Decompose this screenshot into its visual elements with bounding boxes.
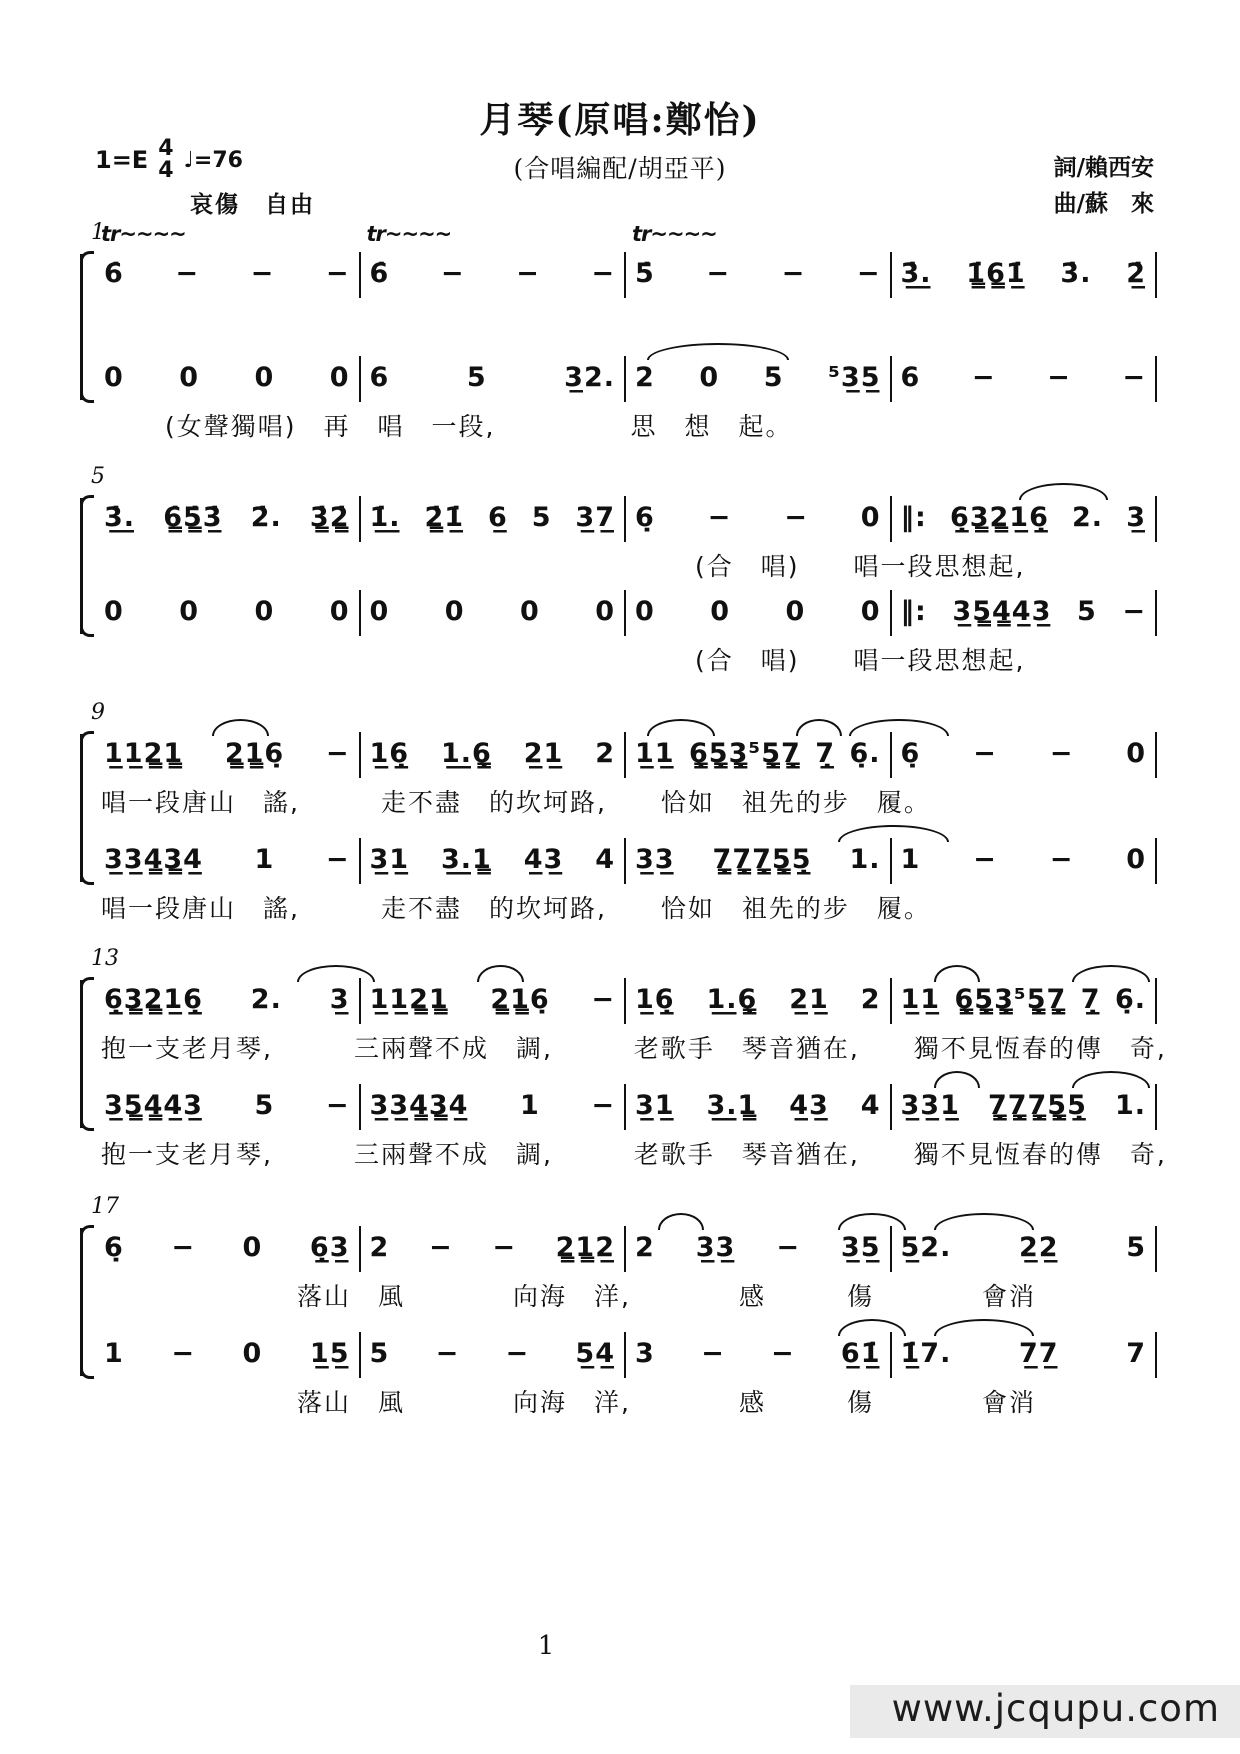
lower-voice-row	[95, 1084, 1157, 1130]
composer-credit: 曲/蘇 來	[1053, 190, 1154, 217]
measure: 1 − 0 1̲5̲	[95, 1332, 361, 1378]
measure: 1̲1̲ 6̣̳5̣̳3̣̳⁵5̣̳7̣̳ 7̣̲ 6̣.	[626, 732, 892, 778]
measure: 6̇ − − −	[361, 252, 627, 298]
music-system-2	[91, 464, 1157, 684]
lyrics-line: 抱一支老月琴, 三兩聲不成 調, 老歌手 琴音猶在, 獨不見恆春的傳 奇,	[101, 1034, 1167, 1063]
trill-mark	[892, 222, 1158, 252]
measure: 3̲5̳4̳4̲3̲ 5 −	[95, 1084, 361, 1130]
measure-number: 9	[91, 700, 105, 725]
lower-voice-row	[95, 838, 1157, 884]
measure: 1̲1̲2̳1̳ 2̳1̳6̣ −	[361, 978, 627, 1024]
measure: 6̣ − − 0	[626, 496, 892, 542]
page-number: 1	[537, 1631, 555, 1661]
measure: 6 − − −	[892, 356, 1158, 402]
measure: 3̲̇.̲ 1̳̇6̳1̲̇ 3̇. 2̲̇	[892, 252, 1158, 298]
staff-brace	[80, 980, 92, 1128]
arranger-subtitle: (合唱編配/胡亞平)	[513, 154, 727, 183]
song-title: 月琴(原唱:鄭怡)	[479, 99, 761, 141]
measure: 3̲̇.̲ 6̳̇5̳̇3̲̇ 2̇. 3̳̇2̳̇	[95, 496, 361, 542]
key-time-tempo	[95, 138, 243, 182]
annotation-row	[91, 700, 1157, 732]
measure: 0 0 0 0	[626, 590, 892, 636]
lyrics-line: 唱一段唐山 謠, 走不盡 的坎坷路, 恰如 祖先的步 履。	[101, 894, 931, 923]
measure-number: 1	[91, 220, 105, 245]
upper-voice-row	[95, 496, 1157, 542]
measure: 2 − − 2̳1̳2̲	[361, 1226, 627, 1272]
expression-marking: 哀傷 自由	[190, 192, 315, 218]
measure: 6 5 3̲2.	[361, 356, 627, 402]
music-system-5	[91, 1194, 1157, 1426]
measure: 1̲6̣̲ 1̲.̲6̣̳ 2̲1̲ 2	[361, 732, 627, 778]
staff-brace	[80, 254, 92, 400]
staff-group	[95, 732, 1157, 884]
measure: 3̲1̲ 3̲.̲1̳ 4̲3̲ 4	[361, 838, 627, 884]
measure: 6̣ − − 0	[892, 732, 1158, 778]
score-body	[91, 220, 1167, 1426]
measure: 1̲6̣̲ 1̲.̲6̣̳ 2̲1̲ 2	[626, 978, 892, 1024]
measure: ‖: 6̣̲3̳2̳1̲6̣̲ 2. 3̲	[892, 496, 1158, 542]
measure: ‖: 3̲5̳4̳4̲3̲ 5 −	[892, 590, 1158, 636]
measure: 6̇ − − −	[95, 252, 361, 298]
staff-brace	[80, 498, 92, 634]
measure: 3̲3̲4̳3̳4̲ 1 −	[95, 838, 361, 884]
lyrics-line: 落山 風 向海 洋, 感 傷 會消	[297, 1388, 1036, 1417]
annotation-row	[91, 946, 1157, 978]
measure: 1̲1̲ 6̣̳5̣̳3̣̳⁵5̣̳7̣̳ 7̣̲ 6̣.	[892, 978, 1158, 1024]
measure: 1̲1̲2̳1̳ 2̳1̳6̣ −	[95, 732, 361, 778]
music-system-1	[91, 220, 1157, 450]
measure: 5̇ − − −	[626, 252, 892, 298]
staff-brace	[80, 1228, 92, 1376]
measure: 5 − − 5̲4̲	[361, 1332, 627, 1378]
annotation-row	[91, 220, 1157, 252]
measure-number: 5	[91, 464, 105, 489]
credits	[1054, 150, 1154, 222]
lyrics-line: 抱一支老月琴, 三兩聲不成 調, 老歌手 琴音猶在, 獨不見恆春的傳 奇,	[101, 1140, 1167, 1169]
upper-voice-row	[95, 252, 1157, 298]
measure: 3̲1̲ 3̲.̲1̳ 4̲3̲ 4	[626, 1084, 892, 1130]
lower-voice-row	[95, 356, 1157, 402]
trill-mark: tr~~~~	[366, 222, 452, 246]
staff-group	[95, 978, 1167, 1130]
time-signature	[158, 138, 173, 182]
lyrics-line: (合 唱) 唱一段思想起,	[695, 646, 1026, 675]
trill-mark: tr~~~~	[101, 222, 186, 246]
music-system-4	[91, 946, 1167, 1178]
upper-voice-row	[95, 1226, 1157, 1272]
measure-number: 13	[91, 946, 119, 971]
tempo-marking: ♩=76	[183, 147, 243, 173]
measure: 3 − − 6̲1̲̇	[626, 1332, 892, 1378]
lower-voice-row	[95, 590, 1157, 636]
measure: 3̲3̲4̳3̳4̲ 1 −	[361, 1084, 627, 1130]
staff-group	[95, 1226, 1157, 1378]
lyrics-line: (女聲獨唱) 再 唱 一段, 思 想 起。	[165, 412, 793, 441]
measure: 1̲̇7. 7̲7̲ 7	[892, 1332, 1158, 1378]
annotation-row	[91, 464, 1157, 496]
measure-number: 17	[91, 1194, 119, 1219]
measure: 2 3̲3̲ − 3̲5̲	[626, 1226, 892, 1272]
measure: 0 0 0 0	[95, 356, 361, 402]
measure: 3̲3̲ 7̣̳7̣̳7̣̳5̣̳5̣̲ 1.	[626, 838, 892, 884]
lower-voice-row	[95, 1332, 1157, 1378]
upper-voice-row	[95, 732, 1157, 778]
lyrics-line: 唱一段唐山 謠, 走不盡 的坎坷路, 恰如 祖先的步 履。	[101, 788, 931, 817]
measure: 6̣ − 0 6̣̲3̲	[95, 1226, 361, 1272]
lyricist-credit: 詞/賴西安	[1053, 154, 1154, 181]
key-signature: 1=E	[95, 146, 149, 174]
lyrics-line: (合 唱) 唱一段思想起,	[695, 552, 1026, 581]
measure: 1̲̇.̲ 2̳̇1̲̇ 6̲ 5 3̲7̲	[361, 496, 627, 542]
lyrics-line: 落山 風 向海 洋, 感 傷 會消	[297, 1282, 1036, 1311]
staff-brace	[80, 734, 92, 882]
upper-voice-row	[95, 978, 1157, 1024]
measure: 0 0 0 0	[361, 590, 627, 636]
time-signature-top: 4	[158, 136, 174, 161]
measure: 6̣̲3̳2̳1̲6̣̲ 2. 3̲	[95, 978, 361, 1024]
score-header	[0, 0, 1240, 222]
measure: 3̲3̲1̲ 7̣̳7̣̳7̣̳5̣̳5̣̲ 1.	[892, 1084, 1158, 1130]
measure: 2 0 5 ⁵3̲5̲	[626, 356, 892, 402]
staff-group	[95, 496, 1157, 636]
measure: 1 − − 0	[892, 838, 1158, 884]
measure: 5̲2. 2̲2̲ 5	[892, 1226, 1158, 1272]
site-watermark: www.jcqupu.com	[850, 1685, 1240, 1738]
time-signature-bottom: 4	[158, 158, 174, 183]
measure: 0 0 0 0	[95, 590, 361, 636]
staff-group	[95, 252, 1157, 402]
annotation-row	[91, 1194, 1157, 1226]
trill-mark: tr~~~~	[632, 222, 717, 246]
music-system-3	[91, 700, 1157, 932]
